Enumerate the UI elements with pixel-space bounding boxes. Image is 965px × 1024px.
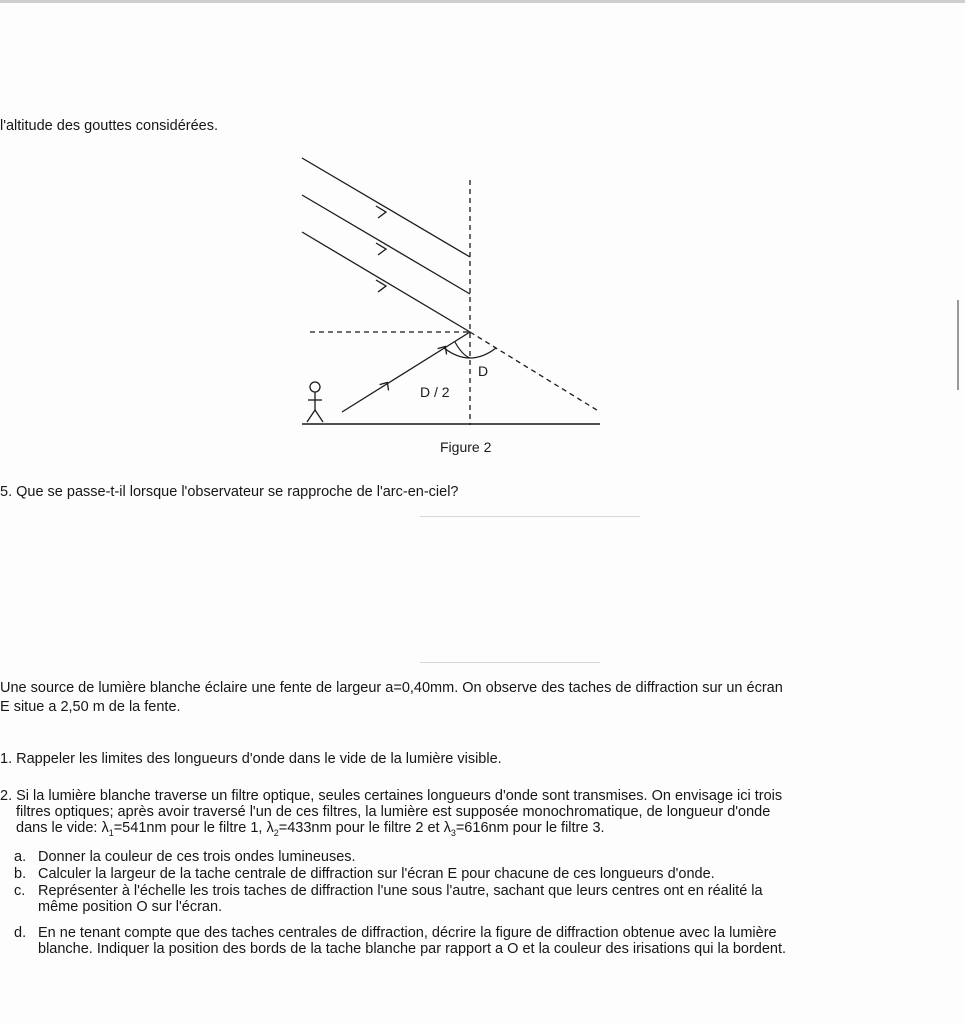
label-half-d: D / 2: [420, 384, 450, 400]
figure-caption: Figure 2: [440, 439, 492, 455]
question-1: 1. Rappeler les limites des longueurs d'onde dans le vide de la lumière visible.: [0, 751, 502, 767]
subquestion-d-line-2: blanche. Indiquer la position des bords de la tache blanche par rapport a O et la couleur des irisations qui la bordent.: [38, 941, 787, 957]
question-2-line-2: filtres optiques; après avoir traversé l'un de ces filtres, la lumière est supposée monochromatique, de longueur d'onde: [16, 804, 771, 820]
emergent-ray: [342, 332, 470, 412]
exercise-intro-line-2: E situe a 2,50 m de la fente.: [0, 699, 181, 715]
exercise-intro-line-1: Une source de lumière blanche éclaire une fente de largeur a=0,40mm. On observe des taches de diffraction sur un écran: [0, 680, 783, 696]
subquestion-d-line-1: d. En ne tenant compte que des taches centrales de diffraction, décrire la figure de diffraction obtenue avec la lumière: [14, 925, 777, 941]
subquestion-c-line-1: c. Représenter à l'échelle les trois taches de diffraction l'une sous l'autre, sachant que leurs centres ont en réalité la: [14, 883, 763, 899]
observer-leg-right: [315, 410, 323, 422]
incident-ray-1: [302, 158, 470, 257]
subquestion-b: b. Calculer la largeur de la tache centrale de diffraction sur l'écran E pour chacune de ces longueurs d'onde.: [14, 866, 715, 882]
observer-head: [310, 382, 320, 392]
incident-ray-extension-dashed: [470, 332, 600, 412]
question-5: 5. Que se passe-t-il lorsque l'observateur se rapproche de l'arc-en-ciel?: [0, 484, 459, 500]
question-2-line-3: dans le vide: $\lambda_1=541nm$ pour le filtre 1, $\lambda_2=433nm$ pour le filtre 2 et $\lambda_3=616nm$ pour le filtre 3.: [16, 820, 605, 838]
question-2-line-1: 2. Si la lumière blanche traverse un filtre optique, seules certaines longueurs d'onde sont transmises. On envisage ici trois: [0, 788, 783, 804]
scan-faint-line: [420, 516, 640, 517]
scan-right-edge-mark: [957, 300, 959, 390]
arrow-head: [376, 206, 386, 218]
subquestion-a: a. Donner la couleur de ces trois ondes lumineuses.: [14, 849, 356, 865]
observer-leg-left: [307, 410, 315, 422]
rainbow-figure: [290, 150, 610, 460]
incident-ray-2: [302, 195, 470, 294]
subquestion-c-line-2: même position O sur l'écran.: [38, 899, 223, 915]
arrow-head: [376, 243, 386, 255]
intro-fragment: l'altitude des gouttes considérées.: [0, 118, 218, 134]
scan-faint-line: [420, 662, 600, 663]
incident-ray-3: [302, 232, 470, 332]
scan-top-edge: [0, 0, 965, 3]
label-d: D: [478, 363, 489, 379]
